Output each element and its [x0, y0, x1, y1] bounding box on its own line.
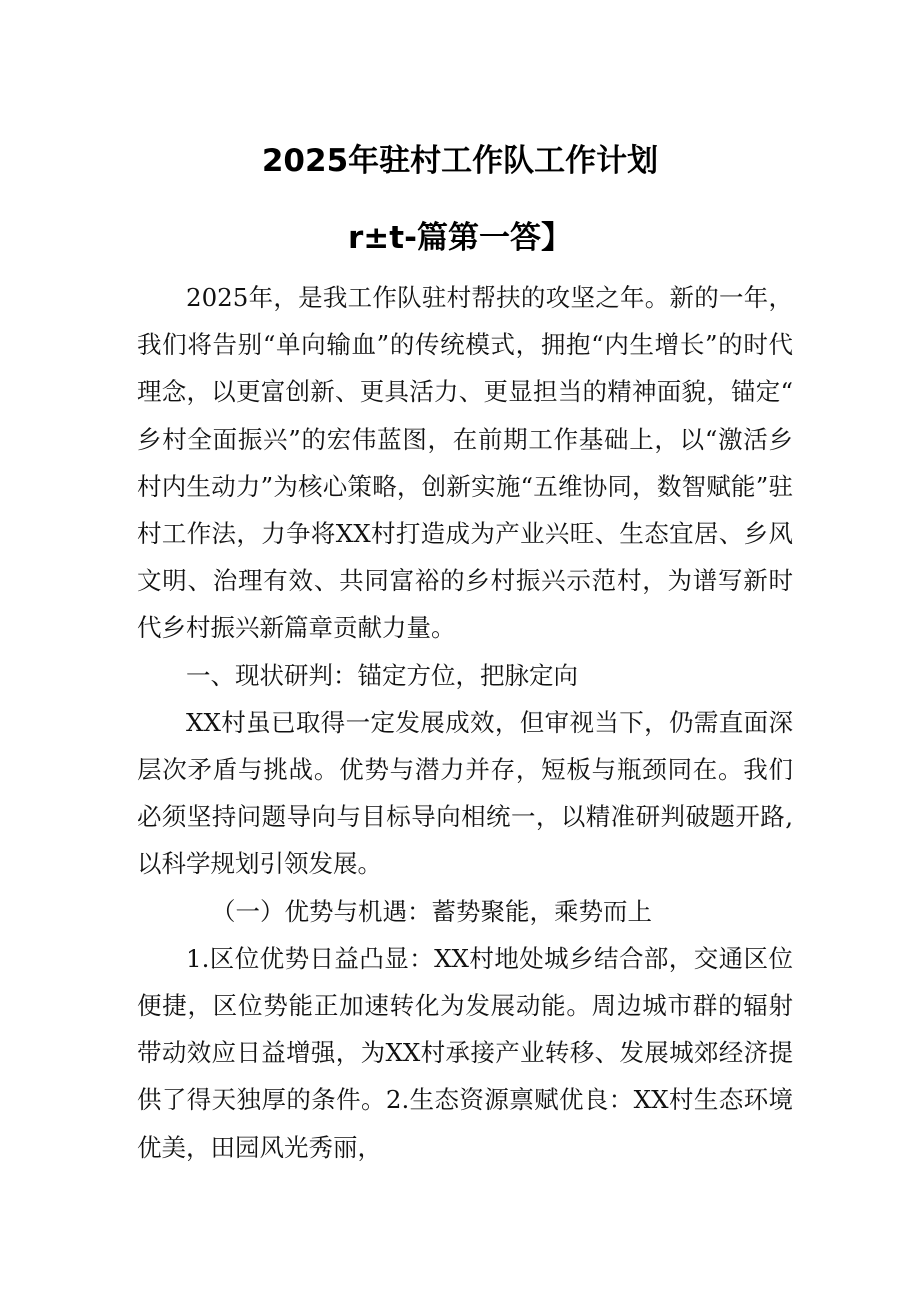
- situation-paragraph: XX村虽已取得一定发展成效，但审视当下，仍需直面深层次矛盾与挑战。优势与潜力并存，短板与瓶颈同在。我们必须坚持问题导向与目标导向相统一，以精准研判破题开路,以科学规划引领发展。: [137, 707, 793, 879]
- subsection-heading: （一）优势与机遇：蓄势聚能，乘势而上: [211, 896, 652, 926]
- intro-paragraph: 2025年，是我工作队驻村帮扶的攻坚之年。新的一年，我们将告别“单向输血”的传统模式，拥抱“内生增长”的时代理念，以更富创新、更具活力、更显担当的精神面貌，锚定“乡村全面振兴”的宏伟蓝图，在前期工作基础上，以“激活乡村内生动力”为核心策略，创新实施“五维协同，数智赋能”驻村工作法，力争将XX村打造成为产业兴旺、生态宜居、乡风文明、治理有效、共同富裕的乡村振兴示范村，为谱写新时代乡村振兴新篇章贡献力量。: [137, 283, 793, 643]
- document-body: [137, 274, 793, 1171]
- section-heading: 一、现状研判：锚定方位，把脉定向: [186, 660, 578, 690]
- document-subtitle: r±t-篇第一答】: [348, 220, 572, 256]
- document-title: 2025年驻村工作队工作计划: [261, 143, 659, 179]
- advantages-paragraph: 1.区位优势日益凸显：XX村地处城乡结合部，交通区位便捷，区位势能正加速转化为发展动能。周边城市群的辐射带动效应日益增强，为XX村承接产业转移、发展城郊经济提供了得天独厚的条件。2.生态资源禀赋优良：XX村生态环境优美，田园风光秀丽，: [137, 943, 793, 1162]
